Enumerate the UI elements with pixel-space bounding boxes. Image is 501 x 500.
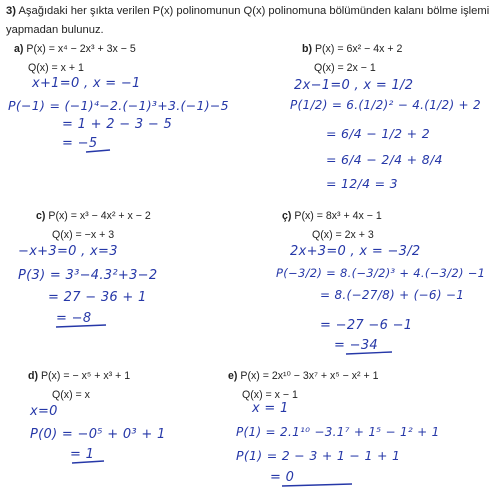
part-a-work-3: = 1 + 2 − 3 − 5: [62, 117, 173, 132]
part-d-p: [28, 370, 130, 382]
part-a-work-2: P(−1) = (−1)⁴−2.(−1)³+3.(−1)−5: [8, 98, 229, 113]
part-b-work-4: = 6/4 − 2/4 + 8/4: [326, 152, 443, 167]
part-a-q: Q(x) = x + 1: [28, 62, 84, 74]
part-b-work-2: P(1/2) = 6.(1/2)² − 4.(1/2) + 2: [290, 98, 481, 112]
part-d-work-3: = 1: [70, 447, 95, 462]
part-b-work-1: 2x−1=0 , x = 1/2: [294, 78, 414, 93]
part-e-work-1: x = 1: [252, 401, 289, 416]
part-d-q: Q(x) = x: [52, 389, 90, 401]
part-cc-work-5: = −34: [334, 338, 378, 353]
part-cc-label: ç): [282, 210, 292, 222]
part-e-work-4: = 0: [270, 470, 295, 485]
part-e-work-2: P(1) = 2.1¹⁰ −3.1⁷ + 1⁵ − 1² + 1: [236, 425, 440, 439]
part-a-p: [14, 43, 136, 55]
part-d-label: d): [28, 370, 38, 382]
part-a-work-1: x+1=0 , x = −1: [32, 76, 141, 91]
part-b-p: [302, 43, 402, 55]
part-c-work-3: = 27 − 36 + 1: [48, 290, 147, 305]
part-c-work-1: −x+3=0 , x=3: [18, 244, 118, 259]
part-cc-q: Q(x) = 2x + 3: [312, 229, 374, 241]
part-b-work-3: = 6/4 − 1/2 + 2: [326, 126, 430, 141]
part-a-polynomial: P(x) = x⁴ − 2x³ + 3x − 5: [26, 43, 136, 55]
part-c-polynomial: P(x) = x³ − 4x² + x − 2: [48, 210, 151, 222]
part-c-work-2: P(3) = 3³−4.3²+3−2: [18, 268, 158, 283]
part-cc-p: [282, 210, 382, 222]
part-e-polynomial: P(x) = 2x¹⁰ − 3x⁷ + x⁵ − x² + 1: [240, 370, 379, 382]
part-e-work-3: P(1) = 2 − 3 + 1 − 1 + 1: [236, 448, 401, 463]
part-cc-work-2: P(−3/2) = 8.(−3/2)³ + 4.(−3/2) −1: [276, 266, 486, 280]
part-c-label: c): [36, 210, 46, 222]
part-e-label: e): [228, 370, 238, 382]
part-cc-polynomial: P(x) = 8x³ + 4x − 1: [294, 210, 382, 222]
part-c-p: [36, 210, 151, 222]
question-number: 3): [6, 5, 16, 17]
part-e-p: [228, 370, 379, 382]
part-e-q: Q(x) = x − 1: [242, 389, 298, 401]
part-b-work-5: = 12/4 = 3: [326, 176, 398, 191]
part-d-polynomial: P(x) = − x⁵ + x³ + 1: [40, 370, 131, 382]
part-c-work-4: = −8: [56, 311, 92, 326]
part-c-q: Q(x) = −x + 3: [52, 229, 115, 241]
part-b-label: b): [302, 43, 312, 55]
part-d-work-1: x=0: [30, 404, 58, 419]
part-b-q: Q(x) = 2x − 1: [314, 62, 376, 74]
part-cc-work-4: = −27 −6 −1: [320, 318, 413, 333]
part-a-label: a): [14, 43, 24, 55]
question-body: Aşağıdaki her şıkta verilen P(x) polinomunun Q(x) polinomuna bölümünden kalanı bölme işlemi yapmadan bulunuz.: [6, 5, 490, 36]
part-a-work-4: = −5: [62, 136, 98, 151]
question-text: [6, 2, 494, 40]
part-d-work-2: P(0) = −0⁵ + 0³ + 1: [30, 427, 166, 442]
part-cc-work-3: = 8.(−27/8) + (−6) −1: [320, 288, 465, 302]
part-b-polynomial: P(x) = 6x² − 4x + 2: [314, 43, 403, 55]
part-cc-work-1: 2x+3=0 , x = −3/2: [290, 244, 421, 259]
